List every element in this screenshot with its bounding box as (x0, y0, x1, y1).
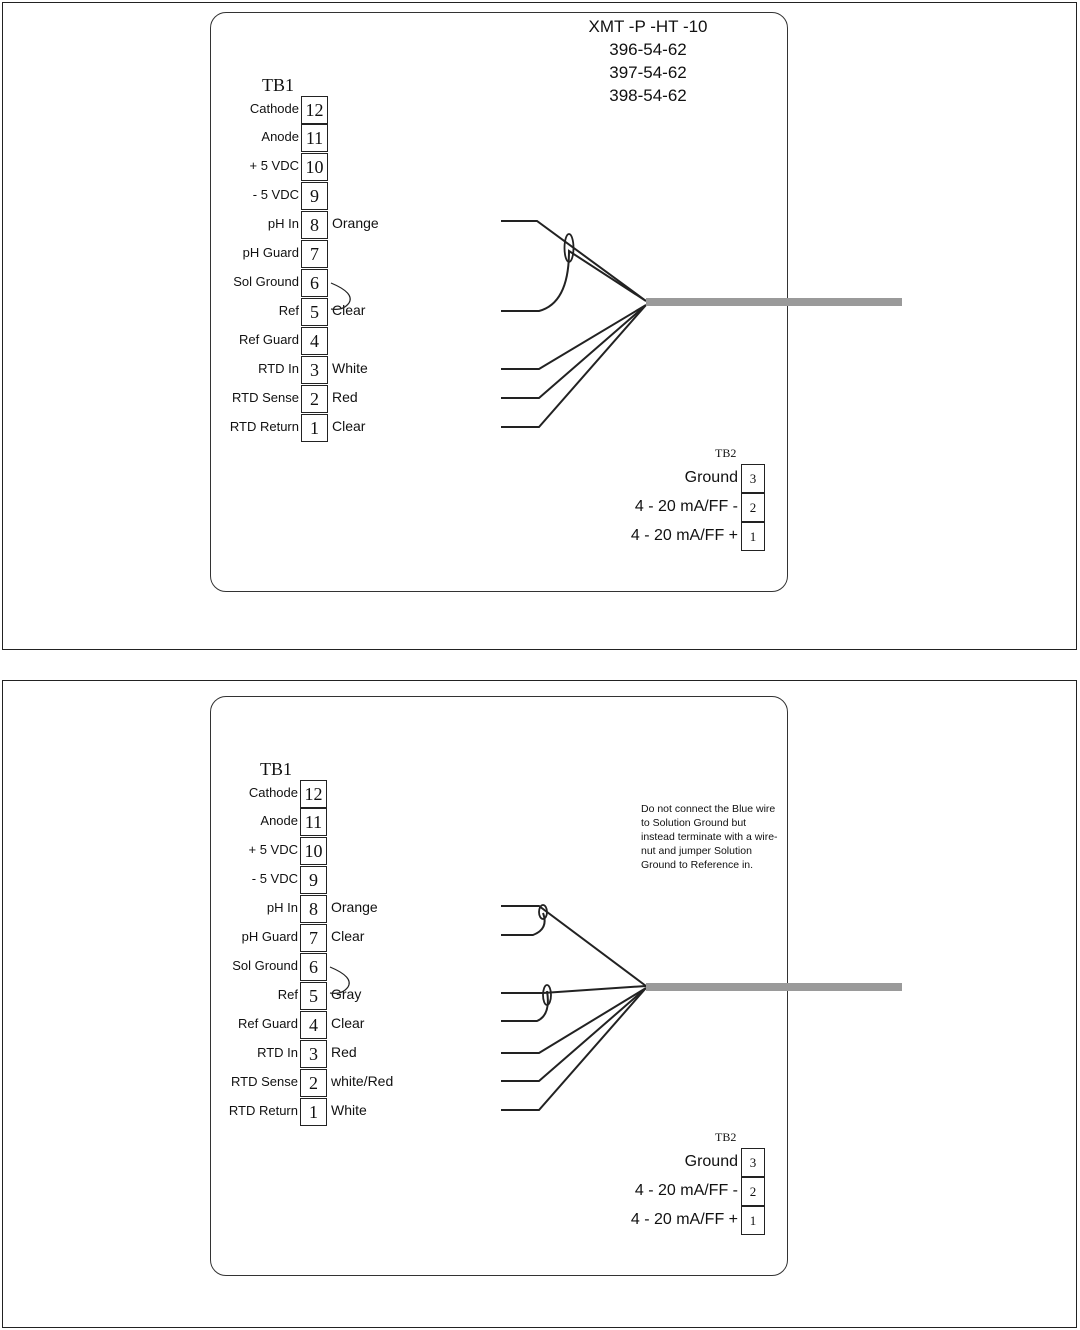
model-line: 396-54-62 (609, 40, 687, 59)
terminal-label: + 5 VDC (249, 158, 299, 173)
cable-jacket (646, 298, 902, 306)
tb2-title: TB2 (715, 446, 737, 460)
cable-wiring-graphic (3, 3, 1078, 651)
terminal-number: 7 (301, 240, 328, 268)
terminal-label: RTD Sense (231, 1074, 298, 1089)
terminal-number: 2 (741, 1177, 765, 1206)
terminal-label: - 5 VDC (251, 871, 298, 886)
cable-wiring-graphic (3, 681, 1078, 1329)
terminal-number: 10 (301, 153, 328, 181)
terminal-number: 3 (300, 1040, 327, 1068)
terminal-label: Ref (278, 303, 299, 318)
wire-color-label: Red (331, 1044, 357, 1060)
terminal-number: 2 (300, 1069, 327, 1097)
terminal-label: RTD Sense (232, 390, 299, 405)
terminal-label: Ground (684, 1153, 738, 1170)
jumper-wire (331, 283, 350, 309)
terminal-label: - 5 VDC (252, 187, 299, 202)
wire-conductor (501, 305, 646, 369)
terminal-number: 8 (301, 211, 328, 239)
terminal-label: Sol Ground (232, 958, 298, 973)
model-line: 398-54-62 (609, 86, 687, 105)
terminal-number: 11 (301, 124, 328, 152)
wire-color-label: Clear (331, 1015, 365, 1031)
terminal-number: 11 (300, 808, 327, 836)
terminal-label: 4 - 20 mA/FF + (630, 1211, 738, 1228)
terminal-label: Ref Guard (239, 332, 299, 347)
wire-color-label: Red (332, 389, 358, 405)
wire-conductor (501, 251, 646, 311)
terminal-label: Ground (684, 469, 738, 486)
terminal-number: 10 (300, 837, 327, 865)
wire-conductor (501, 986, 646, 993)
terminal-label: Ref Guard (238, 1016, 298, 1031)
tb1-title: TB1 (262, 75, 295, 95)
wire-conductor (501, 991, 548, 1021)
wire-conductor (501, 221, 646, 301)
terminal-number: 6 (301, 269, 328, 297)
wire-color-label: Gray (331, 986, 362, 1002)
terminal-number: 12 (300, 780, 327, 808)
terminal-number: 1 (741, 522, 765, 551)
wire-conductor (501, 913, 545, 935)
terminal-number: 12 (301, 96, 328, 124)
wire-color-label: White (331, 1102, 367, 1118)
terminal-label: pH Guard (241, 929, 298, 944)
terminal-label: Cathode (248, 785, 298, 800)
wire-color-label: white/Red (331, 1073, 394, 1089)
terminal-label: Anode (261, 129, 299, 144)
terminal-number: 3 (301, 356, 328, 384)
model-line: 397-54-62 (609, 63, 687, 82)
terminal-label: Anode (260, 813, 298, 828)
terminal-label: RTD Return (228, 1103, 298, 1118)
terminal-number: 9 (301, 182, 328, 210)
terminal-label: 4 - 20 mA/FF - (634, 1182, 738, 1199)
tb2-title: TB2 (715, 1130, 737, 1144)
terminal-number: 2 (301, 385, 328, 413)
wiring-note: Do not connect the Blue wire to Solution Ground but instead terminate with a wire-nut and jumper Solution Ground to Reference in. (641, 803, 778, 871)
jumper-wire (330, 967, 349, 993)
wire-color-label: Orange (332, 215, 379, 231)
terminal-number: 2 (741, 493, 765, 522)
terminal-label: + 5 VDC (248, 842, 298, 857)
terminal-number: 8 (300, 895, 327, 923)
terminal-number: 5 (301, 298, 328, 326)
terminal-label: RTD In (257, 1045, 298, 1060)
wire-conductor (501, 906, 646, 986)
wiring-diagram-panel-top (2, 2, 1077, 650)
terminal-label: pH In (267, 216, 299, 231)
terminal-number: 7 (300, 924, 327, 952)
terminal-label: pH In (266, 900, 298, 915)
terminal-label: Sol Ground (233, 274, 299, 289)
terminal-number: 4 (301, 327, 328, 355)
terminal-number: 5 (300, 982, 327, 1010)
terminal-label: RTD In (258, 361, 299, 376)
terminal-number: 9 (300, 866, 327, 894)
terminal-number: 1 (741, 1206, 765, 1235)
terminal-label: Cathode (249, 101, 299, 116)
terminal-number: 3 (741, 464, 765, 493)
wire-color-label: White (332, 360, 368, 376)
terminal-label: 4 - 20 mA/FF + (630, 527, 738, 544)
terminal-number: 1 (300, 1098, 327, 1126)
terminal-number: 1 (301, 414, 328, 442)
wire-color-label: Orange (331, 899, 378, 915)
terminal-label: Ref (277, 987, 298, 1002)
wire-color-label: Clear (331, 928, 365, 944)
wire-color-label: Clear (332, 418, 366, 434)
wiring-diagram-panel-bottom (2, 680, 1077, 1328)
tb1-title: TB1 (260, 759, 293, 779)
cable-jacket (646, 983, 902, 991)
terminal-number: 4 (300, 1011, 327, 1039)
terminal-number: 6 (300, 953, 327, 981)
terminal-label: pH Guard (242, 245, 299, 260)
terminal-number: 3 (741, 1148, 765, 1177)
model-line: XMT -P -HT -10 (588, 17, 708, 36)
terminal-label: 4 - 20 mA/FF - (634, 498, 738, 515)
wire-color-label: Clear (332, 302, 366, 318)
terminal-label: RTD Return (229, 419, 299, 434)
